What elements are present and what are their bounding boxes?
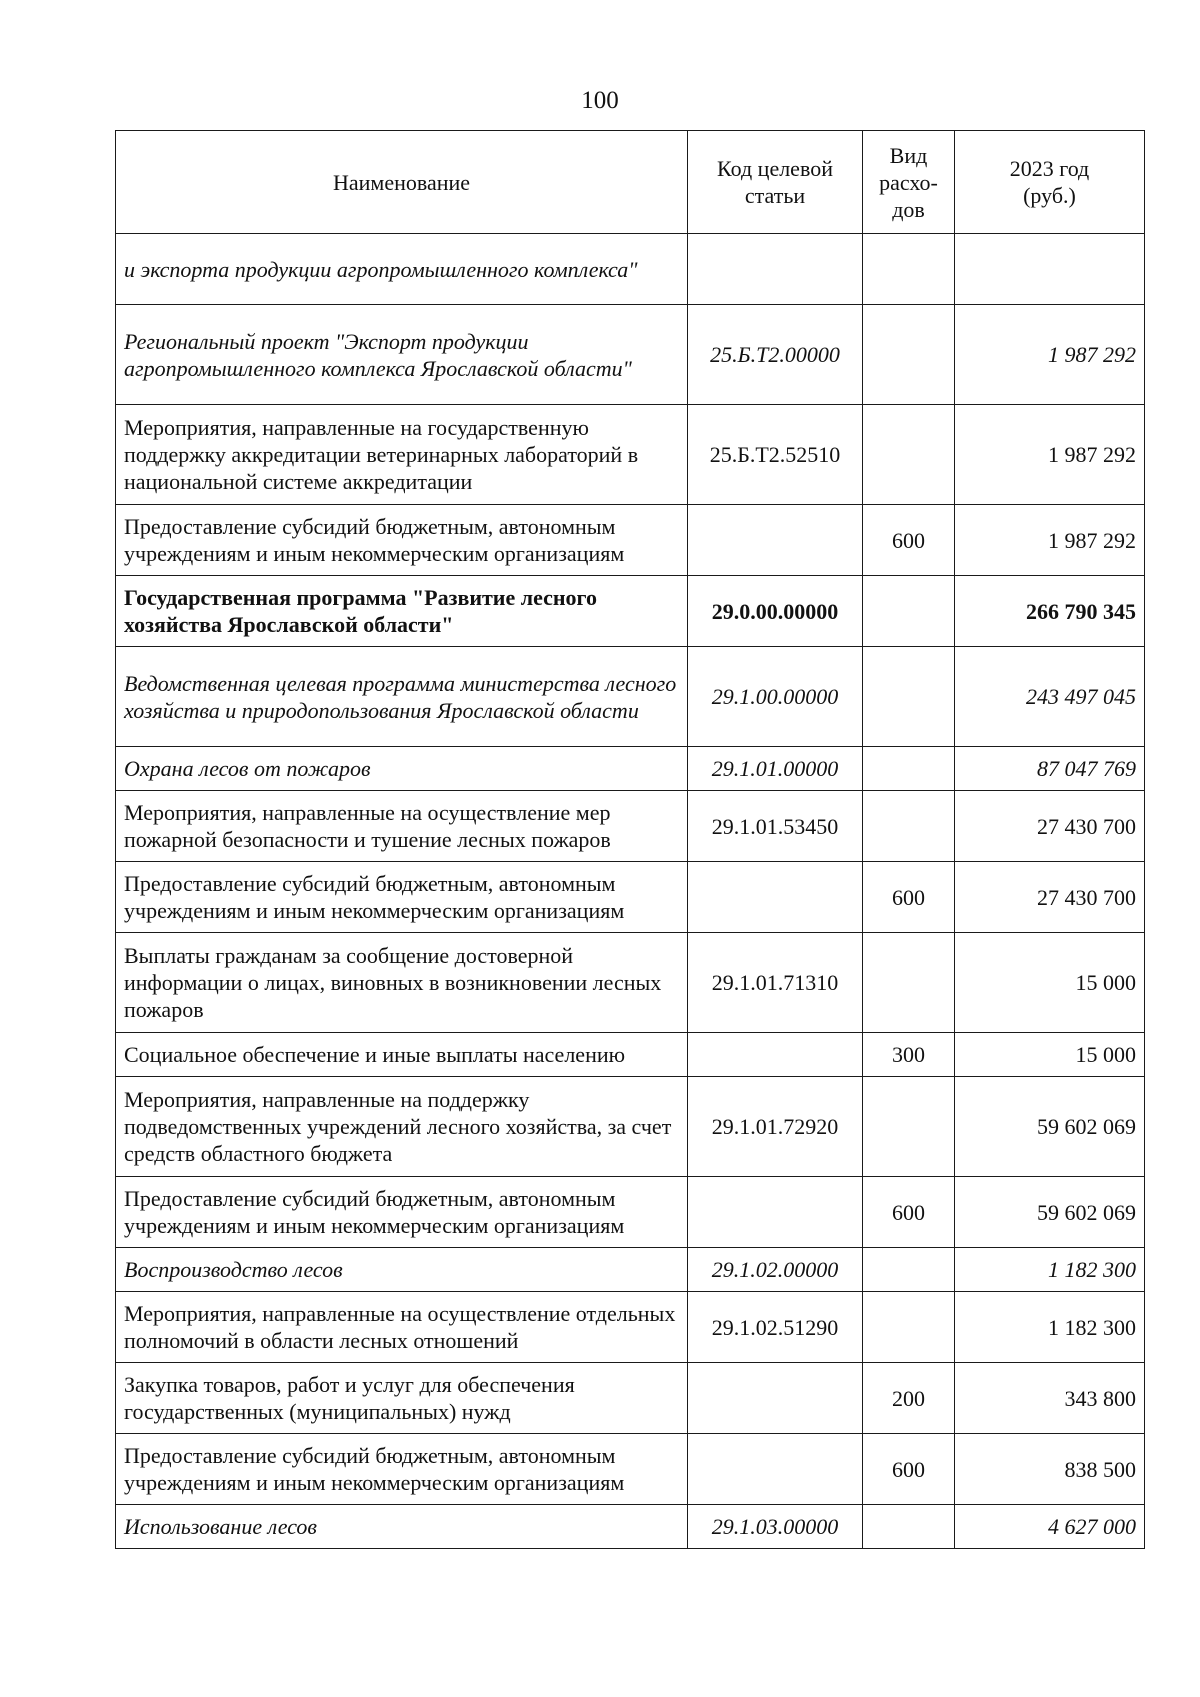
- cell-sum: 266 790 345: [955, 576, 1145, 647]
- cell-code: [688, 505, 863, 576]
- cell-sum: 838 500: [955, 1434, 1145, 1505]
- cell-name: Региональный проект "Экспорт продукции агропромышленного комплекса Ярославской области": [116, 305, 688, 405]
- cell-type: 600: [863, 1434, 955, 1505]
- cell-type: 600: [863, 1177, 955, 1248]
- cell-name: Мероприятия, направленные на осуществление мер пожарной безопасности и тушение лесных пожаров: [116, 791, 688, 862]
- table-row: [116, 647, 1145, 747]
- cell-name: Предоставление субсидий бюджетным, автономным учреждениям и иным некоммерческим организациям: [116, 1434, 688, 1505]
- cell-sum: 27 430 700: [955, 791, 1145, 862]
- cell-name: Мероприятия, направленные на поддержку подведомственных учреждений лесного хозяйства, за счет средств областного бюджета: [116, 1077, 688, 1177]
- cell-name: Закупка товаров, работ и услуг для обеспечения государственных (муниципальных) нужд: [116, 1363, 688, 1434]
- cell-sum: 343 800: [955, 1363, 1145, 1434]
- cell-type: [863, 576, 955, 647]
- table-row: [116, 234, 1145, 305]
- cell-sum: 1 987 292: [955, 305, 1145, 405]
- cell-code: [688, 862, 863, 933]
- cell-code: 29.1.02.00000: [688, 1248, 863, 1292]
- cell-name: Предоставление субсидий бюджетным, автономным учреждениям и иным некоммерческим организациям: [116, 505, 688, 576]
- cell-sum: 1 987 292: [955, 405, 1145, 505]
- header-code: Код целевой статьи: [688, 131, 863, 234]
- cell-name: Предоставление субсидий бюджетным, автономным учреждениям и иным некоммерческим организациям: [116, 1177, 688, 1248]
- table-header-row: [116, 131, 1145, 234]
- cell-name: и экспорта продукции агропромышленного комплекса": [116, 234, 688, 305]
- cell-code: 29.1.00.00000: [688, 647, 863, 747]
- cell-type: [863, 747, 955, 791]
- cell-code: 25.Б.Т2.00000: [688, 305, 863, 405]
- cell-name: Ведомственная целевая программа министерства лесного хозяйства и природопользования Ярославской области: [116, 647, 688, 747]
- cell-code: [688, 234, 863, 305]
- cell-code: 29.1.01.53450: [688, 791, 863, 862]
- cell-sum: 87 047 769: [955, 747, 1145, 791]
- cell-type: [863, 1248, 955, 1292]
- cell-code: [688, 1363, 863, 1434]
- cell-sum: 1 182 300: [955, 1292, 1145, 1363]
- budget-table: [115, 130, 1145, 1549]
- cell-name: Предоставление субсидий бюджетным, автономным учреждениям и иным некоммерческим организациям: [116, 862, 688, 933]
- cell-sum: 243 497 045: [955, 647, 1145, 747]
- table-row: [116, 1177, 1145, 1248]
- header-name: Наименование: [116, 131, 688, 234]
- cell-sum: 15 000: [955, 1033, 1145, 1077]
- header-sum: 2023 год (руб.): [955, 131, 1145, 234]
- table-row: [116, 505, 1145, 576]
- cell-code: 29.1.01.00000: [688, 747, 863, 791]
- cell-type: [863, 933, 955, 1033]
- cell-sum: 1 182 300: [955, 1248, 1145, 1292]
- cell-type: [863, 791, 955, 862]
- cell-type: 200: [863, 1363, 955, 1434]
- page-number: 100: [581, 87, 619, 114]
- table-row: [116, 933, 1145, 1033]
- table-row: [116, 405, 1145, 505]
- cell-code: 29.1.03.00000: [688, 1505, 863, 1549]
- cell-code: [688, 1434, 863, 1505]
- cell-name: Использование лесов: [116, 1505, 688, 1549]
- cell-type: [863, 1292, 955, 1363]
- table-row: [116, 862, 1145, 933]
- cell-sum: [955, 234, 1145, 305]
- cell-code: 29.1.01.71310: [688, 933, 863, 1033]
- cell-code: 29.1.01.72920: [688, 1077, 863, 1177]
- cell-code: [688, 1033, 863, 1077]
- table-row: [116, 1363, 1145, 1434]
- cell-type: 600: [863, 505, 955, 576]
- table-row: [116, 1077, 1145, 1177]
- cell-type: [863, 1077, 955, 1177]
- table-row: [116, 1434, 1145, 1505]
- cell-type: [863, 405, 955, 505]
- cell-name: Мероприятия, направленные на осуществление отдельных полномочий в области лесных отношений: [116, 1292, 688, 1363]
- cell-name: Охрана лесов от пожаров: [116, 747, 688, 791]
- cell-code: 29.1.02.51290: [688, 1292, 863, 1363]
- cell-name: Мероприятия, направленные на государственную поддержку аккредитации ветеринарных лабораторий в национальной системе аккредитации: [116, 405, 688, 505]
- cell-type: 600: [863, 862, 955, 933]
- cell-name: Воспроизводство лесов: [116, 1248, 688, 1292]
- table-row: [116, 576, 1145, 647]
- cell-type: 300: [863, 1033, 955, 1077]
- cell-sum: 59 602 069: [955, 1177, 1145, 1248]
- cell-type: [863, 1505, 955, 1549]
- table-row: [116, 1505, 1145, 1549]
- cell-sum: 4 627 000: [955, 1505, 1145, 1549]
- cell-code: [688, 1177, 863, 1248]
- cell-name: Выплаты гражданам за сообщение достоверной информации о лицах, виновных в возникновении лесных пожаров: [116, 933, 688, 1033]
- cell-sum: 27 430 700: [955, 862, 1145, 933]
- cell-type: [863, 305, 955, 405]
- table-row: [116, 1292, 1145, 1363]
- cell-type: [863, 234, 955, 305]
- cell-code: 29.0.00.00000: [688, 576, 863, 647]
- cell-sum: 15 000: [955, 933, 1145, 1033]
- cell-name: Государственная программа "Развитие лесного хозяйства Ярославской области": [116, 576, 688, 647]
- cell-sum: 1 987 292: [955, 505, 1145, 576]
- table-row: [116, 747, 1145, 791]
- cell-name: Социальное обеспечение и иные выплаты населению: [116, 1033, 688, 1077]
- table-row: [116, 305, 1145, 405]
- table-row: [116, 1248, 1145, 1292]
- table-row: [116, 791, 1145, 862]
- cell-sum: 59 602 069: [955, 1077, 1145, 1177]
- cell-type: [863, 647, 955, 747]
- table-row: [116, 1033, 1145, 1077]
- header-type: Вид расхо-дов: [863, 131, 955, 234]
- cell-code: 25.Б.Т2.52510: [688, 405, 863, 505]
